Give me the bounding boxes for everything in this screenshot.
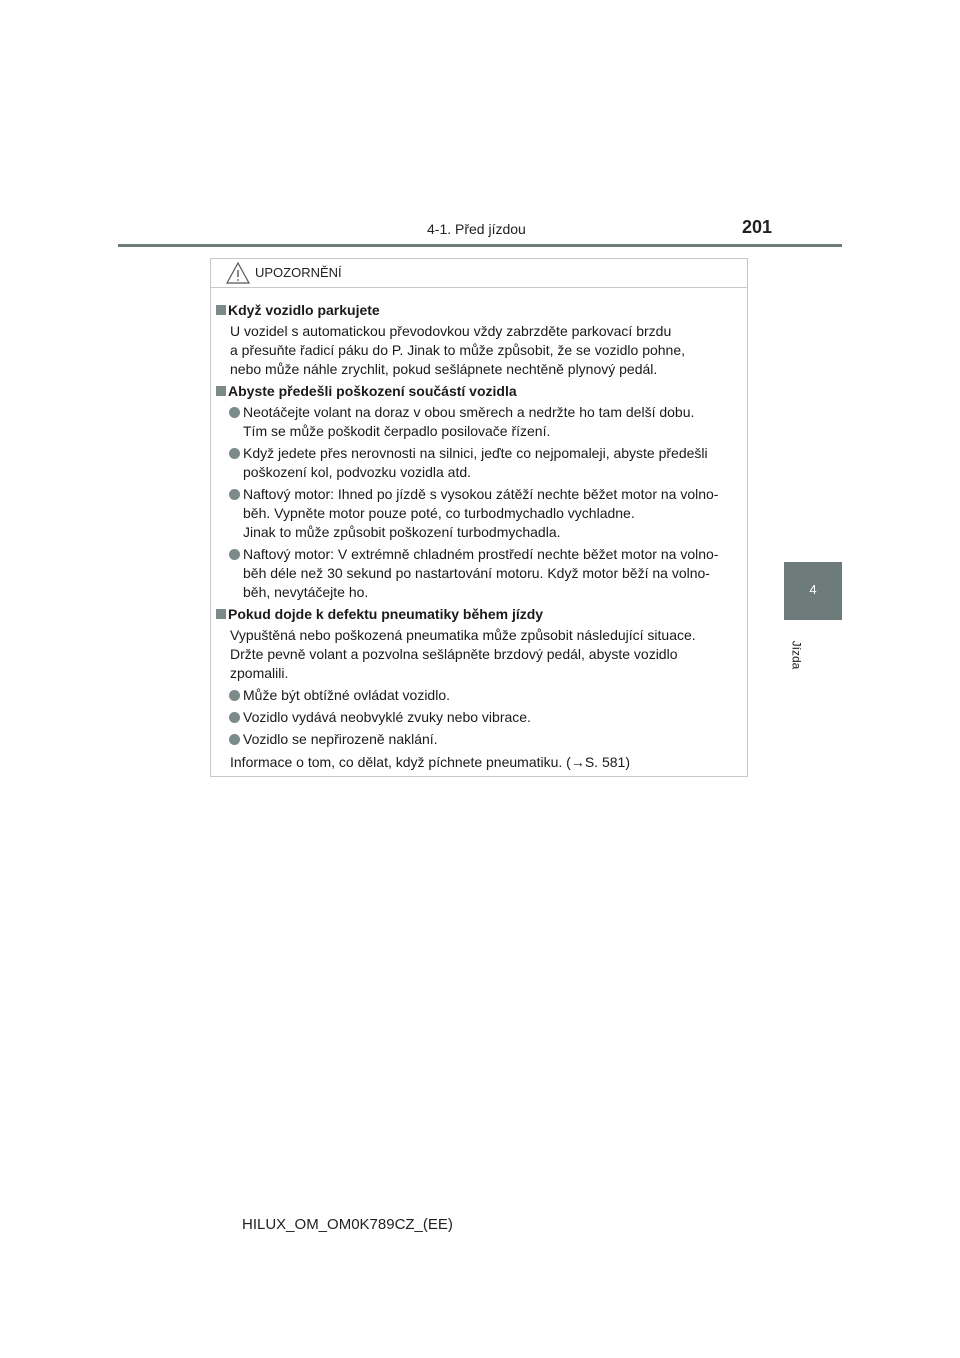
warning-header bbox=[211, 259, 747, 288]
header-section-title: 4-1. Před jízdou bbox=[427, 221, 526, 237]
list-item: Naftový motor: Ihned po jízdě s vysokou zátěží nechte běžet motor na volno- běh. Vypněte motor pouze poté, co turbodmychadlo vychladne. Jinak to může způsobit poškození turbodmychadla. bbox=[216, 485, 744, 542]
round-bullet-icon bbox=[229, 549, 240, 560]
list-item: Může být obtížné ovládat vozidlo. bbox=[216, 686, 744, 705]
chapter-tab-number: 4 bbox=[809, 582, 817, 597]
page-reference-link[interactable]: S. 581) bbox=[584, 754, 630, 770]
section-heading: Abyste předešli poškození součástí vozidla bbox=[216, 382, 744, 401]
footer-code: HILUX_OM_OM0K789CZ_(EE) bbox=[242, 1216, 453, 1233]
warning-title: UPOZORNĚNÍ bbox=[255, 265, 342, 280]
round-bullet-icon bbox=[229, 407, 240, 418]
section-paragraph: Vypuštěná nebo poškozená pneumatika může způsobit následující situace. Držte pevně volant a pozvolna sešlápněte brzdový pedál, abyste vozidlo zpomalili. bbox=[230, 627, 696, 681]
square-bullet-icon bbox=[216, 386, 226, 396]
chapter-side-label bbox=[790, 628, 830, 688]
warning-box bbox=[210, 258, 748, 777]
round-bullet-icon bbox=[229, 712, 240, 723]
square-bullet-icon bbox=[216, 305, 226, 315]
square-bullet-icon bbox=[216, 609, 226, 619]
round-bullet-icon bbox=[229, 734, 240, 745]
page-reference: Informace o tom, co dělat, když píchnete pneumatiku. (→S. 581) bbox=[230, 754, 630, 770]
warning-content bbox=[216, 301, 744, 772]
header-rule bbox=[118, 244, 842, 247]
chapter-side-label-text: Jízda bbox=[789, 640, 804, 670]
page-number: 201 bbox=[742, 217, 773, 237]
list-item: Vozidlo se nepřirozeně naklání. bbox=[216, 730, 744, 749]
section-heading: Pokud dojde k defektu pneumatiky během jízdy bbox=[216, 605, 744, 624]
round-bullet-icon bbox=[229, 489, 240, 500]
round-bullet-icon bbox=[229, 448, 240, 459]
round-bullet-icon bbox=[229, 690, 240, 701]
list-item: Neotáčejte volant na doraz v obou směrech a nedržte ho tam delší dobu. Tím se může poškodit čerpadlo posilovače řízení. bbox=[216, 403, 744, 441]
section-paragraph: U vozidel s automatickou převodovkou vždy zabrzděte parkovací brzdu a přesuňte řadicí páku do P. Jinak to může způsobit, že se vozidlo pohne, nebo může náhle zrychlit, pokud sešlápnete nechtěně plynový pedál. bbox=[230, 323, 686, 377]
arrow-right-icon: → bbox=[570, 754, 585, 770]
section-heading: Když vozidlo parkujete bbox=[216, 301, 744, 320]
list-item: Vozidlo vydává neobvyklé zvuky nebo vibrace. bbox=[216, 708, 744, 727]
list-item: Když jedete přes nerovnosti na silnici, jeďte co nejpomaleji, abyste předešli poškození kol, podvozku vozidla atd. bbox=[216, 444, 744, 482]
warning-triangle-icon bbox=[225, 261, 251, 285]
chapter-tab bbox=[784, 562, 842, 620]
list-item: Naftový motor: V extrémně chladném prostředí nechte běžet motor na volno- běh déle než 30 sekund po nastartování motoru. Když motor běží na volno- běh, nevytáčejte ho. bbox=[216, 545, 744, 602]
